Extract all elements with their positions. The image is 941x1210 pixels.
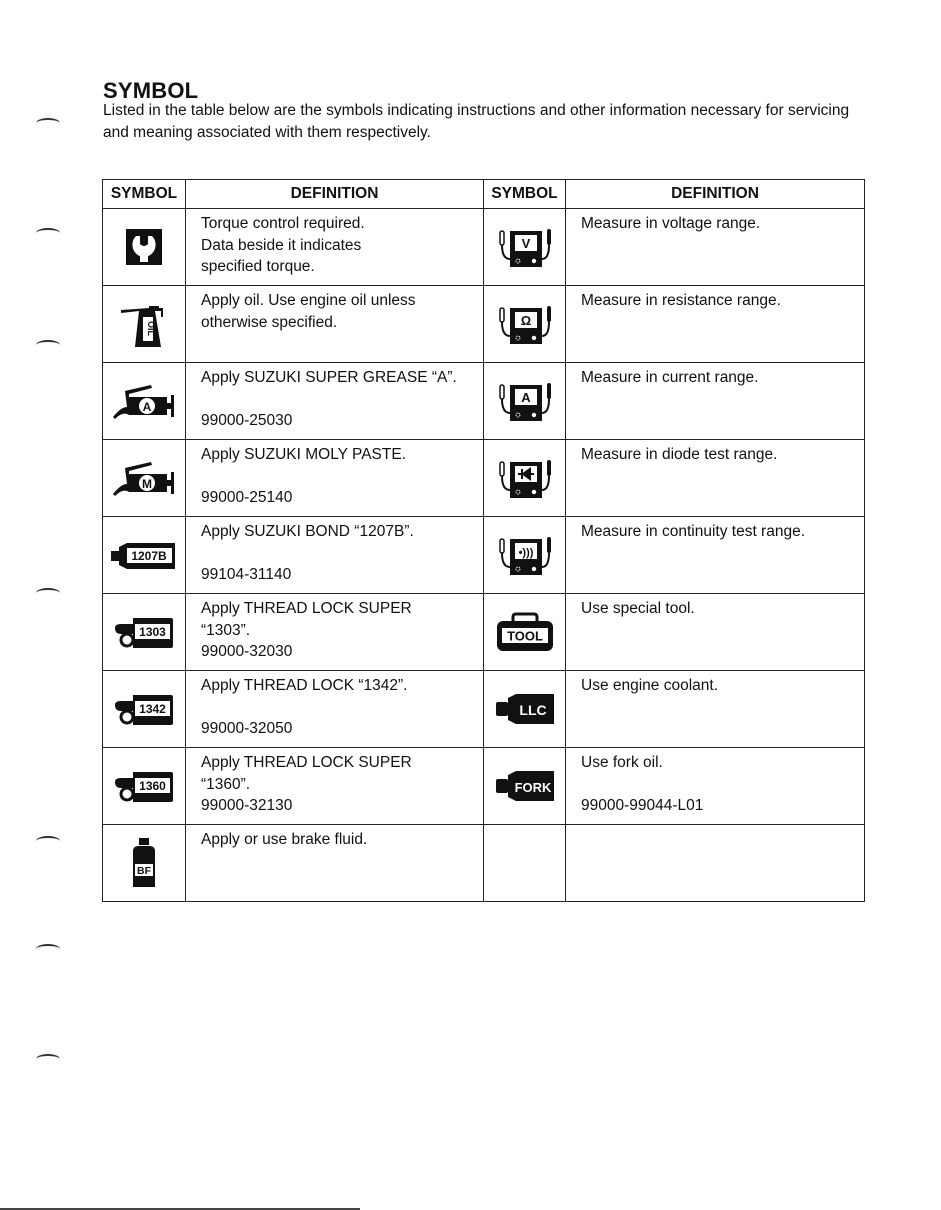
part-number: 99000-99044-L01 <box>581 796 704 814</box>
definition-cell: Measure in voltage range. <box>566 209 865 286</box>
symbol-cell <box>103 594 186 671</box>
column-header-symbol: SYMBOL <box>103 180 186 209</box>
definition-cell: Apply THREAD LOCK “1342”. 99000-32050 <box>186 671 484 748</box>
svg-text:BF: BF <box>137 865 151 877</box>
symbol-cell <box>484 517 566 594</box>
binding-mark <box>36 944 60 954</box>
svg-text:A: A <box>520 390 531 405</box>
table-row <box>103 440 865 517</box>
symbol-cell <box>103 517 186 594</box>
part-number: 99104-31140 <box>201 565 292 583</box>
multimeter-current-icon <box>496 379 554 423</box>
svg-text:1207B: 1207B <box>131 549 167 563</box>
table-header-row <box>103 180 865 209</box>
svg-text:V: V <box>521 236 530 251</box>
column-header-definition: DEFINITION <box>566 180 865 209</box>
definition-cell: Use fork oil. 99000-99044-L01 <box>566 748 865 825</box>
brake-fluid-icon <box>129 837 159 889</box>
symbol-cell <box>103 440 186 517</box>
multimeter-voltage-icon <box>496 225 554 269</box>
svg-text:Ω: Ω <box>520 313 531 328</box>
svg-text:A: A <box>142 400 152 414</box>
definition-cell: Torque control required. Data beside it indicates specified torque. <box>186 209 484 286</box>
definition-cell: Use special tool. <box>566 594 865 671</box>
bond-tube-icon <box>109 537 179 573</box>
definition-cell: Apply SUZUKI SUPER GREASE “A”. 99000-25030 <box>186 363 484 440</box>
binding-mark <box>36 340 60 350</box>
svg-text:M: M <box>142 477 152 491</box>
definition-cell: Apply SUZUKI MOLY PASTE. 99000-25140 <box>186 440 484 517</box>
table-row <box>103 363 865 440</box>
definition-cell: Measure in current range. <box>566 363 865 440</box>
table-row <box>103 671 865 748</box>
symbol-cell <box>484 440 566 517</box>
multimeter-resistance-icon <box>496 302 554 346</box>
torque-wrench-icon <box>126 229 162 265</box>
part-number: 99000-32030 <box>201 643 293 660</box>
symbol-cell <box>484 594 566 671</box>
definition-cell: Measure in diode test range. <box>566 440 865 517</box>
column-header-definition: DEFINITION <box>186 180 484 209</box>
svg-text:•))): •))) <box>518 547 533 559</box>
table-row <box>103 286 865 363</box>
part-number: 99000-25030 <box>201 411 293 429</box>
page-title: SYMBOL <box>103 78 199 103</box>
svg-text:LLC: LLC <box>518 702 547 718</box>
binding-mark <box>36 836 60 846</box>
table-row <box>103 748 865 825</box>
intro-paragraph: Listed in the table below are the symbols indicating instructions and other information necessary for servicing and meaning associated with them respectively. <box>103 102 850 141</box>
symbol-cell <box>103 825 186 902</box>
svg-text:1303: 1303 <box>139 625 166 639</box>
part-number: 99000-25140 <box>201 488 293 506</box>
definition-cell: Measure in resistance range. <box>566 286 865 363</box>
definition-cell: Use engine coolant. <box>566 671 865 748</box>
definition-cell: Apply THREAD LOCK SUPER “1303”. 99000-32030 <box>186 594 484 671</box>
svg-text:TOOL: TOOL <box>506 628 543 644</box>
symbol-cell <box>484 363 566 440</box>
multimeter-continuity-icon <box>496 533 554 577</box>
oil-can-icon <box>121 299 167 349</box>
definition-cell: Measure in continuity test range. <box>566 517 865 594</box>
symbol-cell <box>484 671 566 748</box>
binding-mark <box>36 1054 60 1064</box>
binding-mark <box>36 228 60 238</box>
column-header-symbol: SYMBOL <box>484 180 566 209</box>
binding-mark <box>36 588 60 598</box>
grease-gun-m-icon <box>111 458 177 498</box>
fork-oil-bottle-icon <box>494 767 556 805</box>
empty-definition-cell <box>566 825 865 902</box>
definition-cell: Apply THREAD LOCK SUPER “1360”. 99000-32130 <box>186 748 484 825</box>
table-row <box>103 594 865 671</box>
empty-symbol-cell <box>484 825 566 902</box>
thread-lock-1303-icon <box>113 612 175 652</box>
table-row <box>103 517 865 594</box>
thread-lock-1360-icon <box>113 766 175 806</box>
definition-cell: Apply SUZUKI BOND “1207B”. 99104-31140 <box>186 517 484 594</box>
toolbox-icon <box>495 611 555 653</box>
symbol-cell <box>103 363 186 440</box>
svg-text:1360: 1360 <box>139 779 166 793</box>
svg-text:1342: 1342 <box>139 702 166 716</box>
symbol-cell <box>484 209 566 286</box>
definition-cell: Apply or use brake fluid. <box>186 825 484 902</box>
symbol-cell <box>103 209 186 286</box>
symbol-cell <box>103 748 186 825</box>
symbol-table <box>102 179 865 902</box>
definition-cell: Apply oil. Use engine oil unless otherwise specified. <box>186 286 484 363</box>
svg-text:FORK: FORK <box>514 780 551 795</box>
symbol-cell <box>484 286 566 363</box>
binding-mark <box>36 118 60 128</box>
symbol-cell <box>103 286 186 363</box>
table-row <box>103 825 865 902</box>
thread-lock-1342-icon <box>113 689 175 729</box>
part-number: 99000-32130 <box>201 797 293 814</box>
symbol-cell <box>484 748 566 825</box>
symbol-cell <box>103 671 186 748</box>
svg-text:OIL: OIL <box>146 321 156 336</box>
multimeter-diode-icon <box>496 456 554 500</box>
coolant-bottle-icon <box>494 690 556 728</box>
part-number: 99000-32050 <box>201 719 293 737</box>
table-row <box>103 209 865 286</box>
grease-gun-a-icon <box>111 381 177 421</box>
